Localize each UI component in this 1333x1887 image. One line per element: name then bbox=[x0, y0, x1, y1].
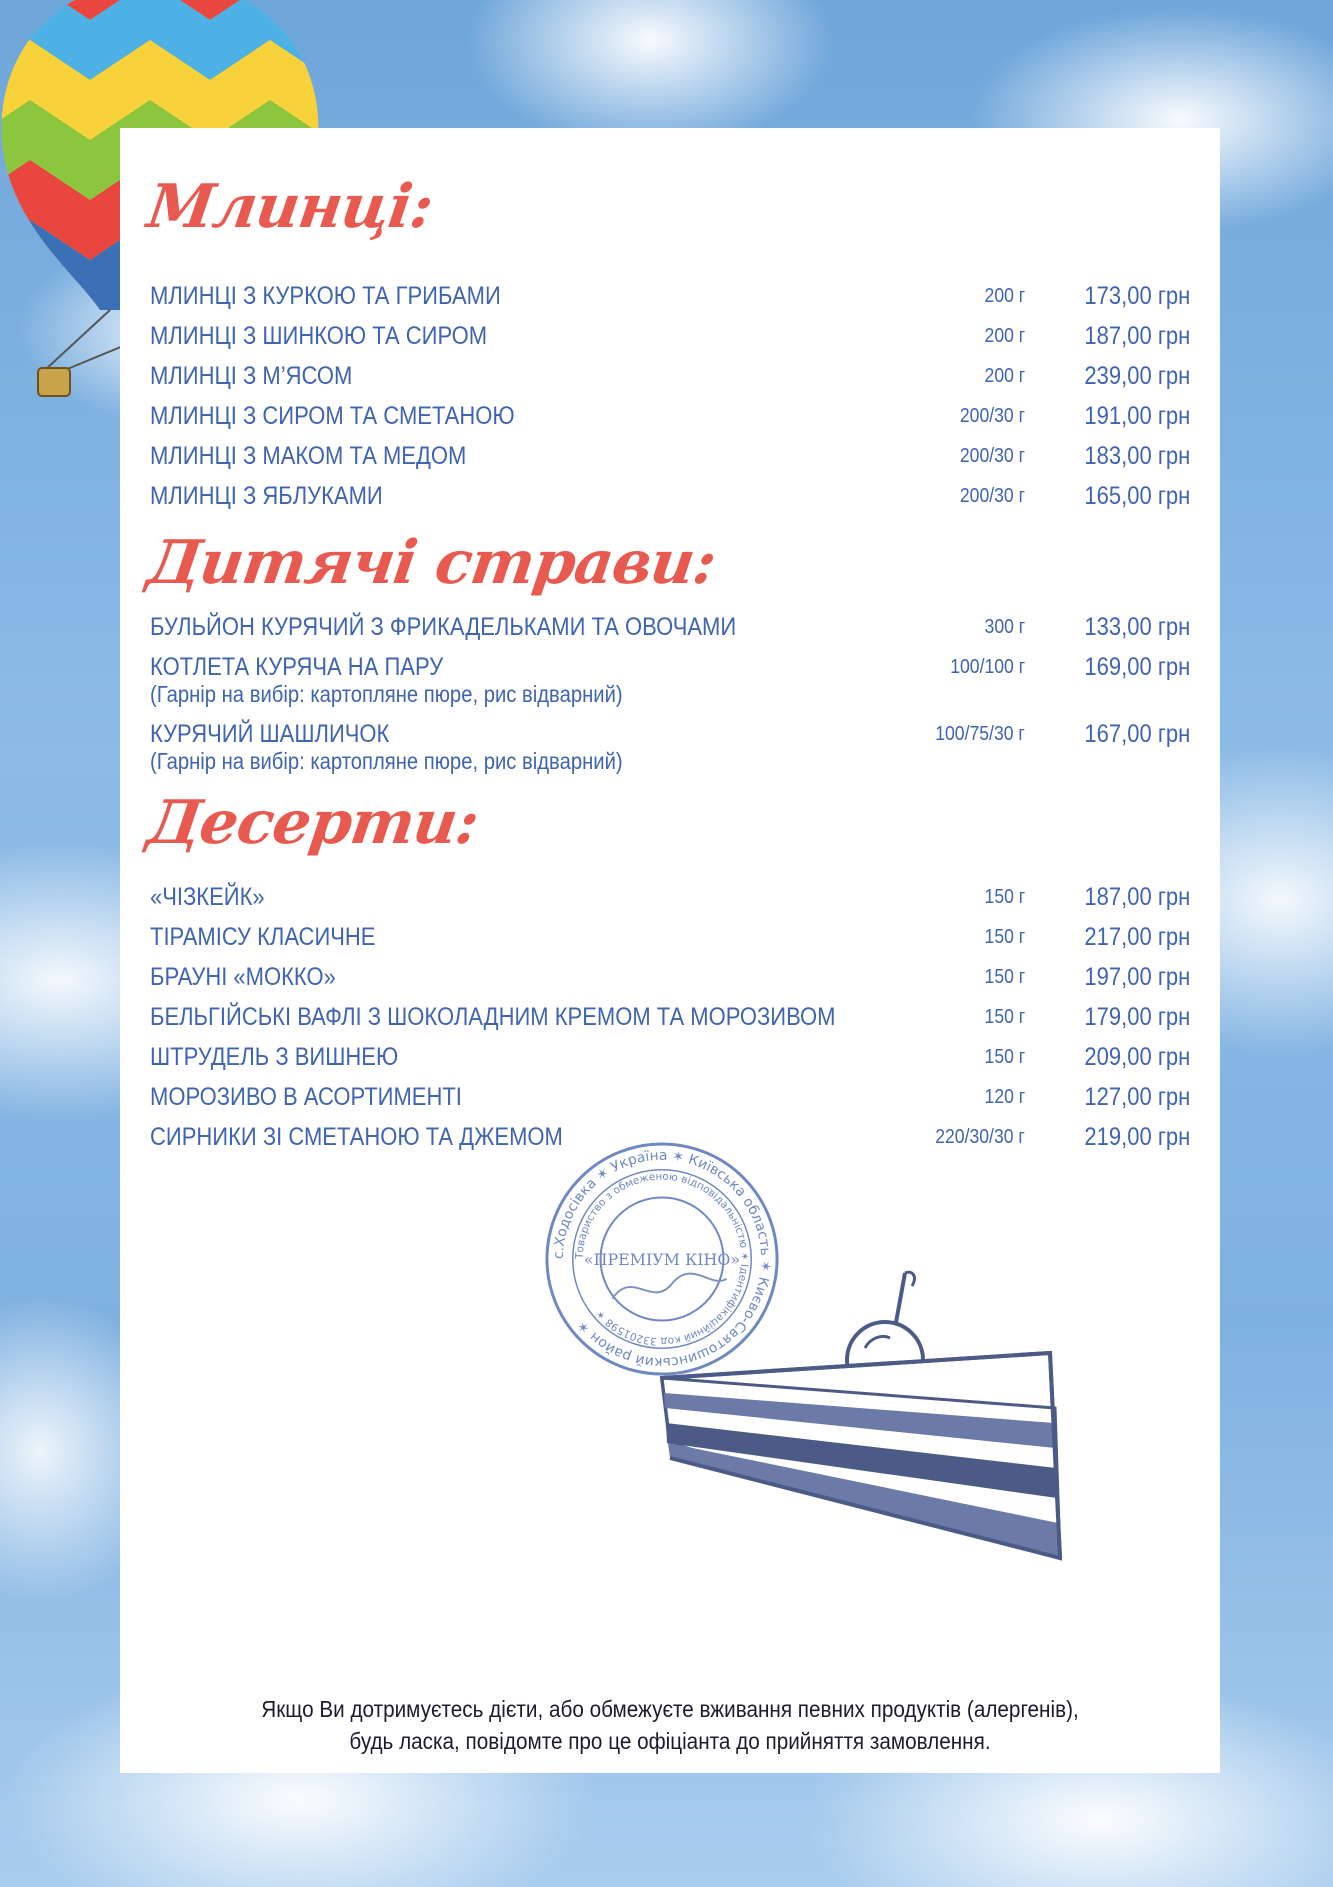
menu-item bbox=[150, 402, 1190, 438]
item-price: 239,00 грн bbox=[1084, 362, 1190, 390]
item-weight: 100/100 г bbox=[950, 656, 1025, 678]
item-weight: 150 г bbox=[984, 1046, 1025, 1068]
item-name: МЛИНЦІ З ШИНКОЮ ТА СИРОМ bbox=[150, 322, 488, 350]
svg-text:Товариство з обмеженою відпові: Товариство з обмеженою відповідальністю ✶ Ідентифікаційний код 33201598 ✶ bbox=[573, 1170, 751, 1348]
item-name: КОТЛЕТА КУРЯЧА НА ПАРУ bbox=[150, 653, 444, 681]
item-weight: 100/75/30 г bbox=[935, 723, 1025, 745]
menu-item bbox=[150, 923, 1190, 959]
menu-item bbox=[150, 653, 1190, 717]
item-price: 169,00 грн bbox=[1084, 653, 1190, 681]
item-weight: 150 г bbox=[984, 926, 1025, 948]
item-name: МЛИНЦІ З ЯБЛУКАМИ bbox=[150, 482, 383, 510]
item-price: 217,00 грн bbox=[1084, 923, 1190, 951]
item-price: 165,00 грн bbox=[1084, 482, 1190, 510]
menu-item bbox=[150, 883, 1190, 919]
allergen-notice-line1: Якщо Ви дотримуєтесь дієти, або обмежуєте вживання певних продуктів (алергенів), bbox=[261, 1696, 1079, 1722]
menu-item bbox=[150, 720, 1190, 784]
item-name: КУРЯЧИЙ ШАШЛИЧОК bbox=[150, 720, 390, 748]
item-name: МОРОЗИВО В АСОРТИМЕНТІ bbox=[150, 1083, 462, 1111]
svg-text:«ПРЕМІУМ КІНО»: «ПРЕМІУМ КІНО» bbox=[583, 1249, 741, 1269]
item-price: 187,00 грн bbox=[1084, 883, 1190, 911]
item-name: МЛИНЦІ З СИРОМ ТА СМЕТАНОЮ bbox=[150, 402, 515, 430]
item-price: 191,00 грн bbox=[1084, 402, 1190, 430]
svg-text:с.Ходосівка ✶ Україна ✶ Київсь: с.Ходосівка ✶ Україна ✶ Київська область ✶ Києво-Святошинський район ✶ bbox=[550, 1147, 774, 1371]
item-name: МЛИНЦІ З КУРКОЮ ТА ГРИБАМИ bbox=[150, 282, 501, 310]
menu-item bbox=[150, 963, 1190, 999]
item-weight: 220/30/30 г bbox=[935, 1126, 1025, 1148]
cake-slice-illustration bbox=[650, 1258, 1070, 1638]
item-price: 173,00 грн bbox=[1084, 282, 1190, 310]
item-name: БРАУНІ «МОККО» bbox=[150, 963, 336, 991]
menu-item bbox=[150, 482, 1190, 518]
section-title-kids: Дитячі страви: bbox=[143, 528, 720, 598]
section-title-desserts: Десерти: bbox=[143, 788, 483, 858]
item-weight: 120 г bbox=[984, 1086, 1025, 1108]
item-price: 197,00 грн bbox=[1084, 963, 1190, 991]
item-price: 133,00 грн bbox=[1084, 613, 1190, 641]
item-weight: 200/30 г bbox=[959, 485, 1025, 507]
menu-item bbox=[150, 1003, 1190, 1039]
item-name: МЛИНЦІ З МАКОМ ТА МЕДОМ bbox=[150, 442, 467, 470]
allergen-notice-line2: будь ласка, повідомте про це офіціанта до прийняття замовлення. bbox=[349, 1728, 991, 1754]
item-name: ТІРАМІСУ КЛАСИЧНЕ bbox=[150, 923, 376, 951]
item-name: СИРНИКИ ЗІ СМЕТАНОЮ ТА ДЖЕМОМ bbox=[150, 1123, 563, 1151]
item-weight: 200 г bbox=[984, 325, 1025, 347]
item-weight: 300 г bbox=[984, 616, 1025, 638]
item-price: 187,00 грн bbox=[1084, 322, 1190, 350]
item-name: БЕЛЬГІЙСЬКІ ВАФЛІ З ШОКОЛАДНИМ КРЕМОМ ТА МОРОЗИВОМ bbox=[150, 1003, 836, 1031]
item-name: ШТРУДЕЛЬ З ВИШНЕЮ bbox=[150, 1043, 399, 1071]
item-weight: 150 г bbox=[984, 1006, 1025, 1028]
item-price: 127,00 грн bbox=[1084, 1083, 1190, 1111]
item-weight: 150 г bbox=[984, 966, 1025, 988]
allergen-notice bbox=[120, 1693, 1220, 1757]
item-note: (Гарнір на вибір: картопляне пюре, рис відварний) bbox=[150, 748, 623, 774]
item-weight: 200 г bbox=[984, 365, 1025, 387]
menu-item bbox=[150, 282, 1190, 318]
menu-item bbox=[150, 322, 1190, 358]
item-price: 179,00 грн bbox=[1084, 1003, 1190, 1031]
menu-item bbox=[150, 613, 1190, 649]
item-price: 183,00 грн bbox=[1084, 442, 1190, 470]
item-name: «ЧІЗКЕЙК» bbox=[150, 883, 265, 911]
item-weight: 150 г bbox=[984, 886, 1025, 908]
item-weight: 200/30 г bbox=[959, 405, 1025, 427]
item-note: (Гарнір на вибір: картопляне пюре, рис відварний) bbox=[150, 681, 623, 707]
item-name: МЛИНЦІ З М’ЯСОМ bbox=[150, 362, 353, 390]
item-price: 167,00 грн bbox=[1084, 720, 1190, 748]
item-name: БУЛЬЙОН КУРЯЧИЙ З ФРИКАДЕЛЬКАМИ ТА ОВОЧАМИ bbox=[150, 613, 737, 641]
item-weight: 200 г bbox=[984, 285, 1025, 307]
menu-item bbox=[150, 1043, 1190, 1079]
item-price: 219,00 грн bbox=[1084, 1123, 1190, 1151]
menu-item bbox=[150, 362, 1190, 398]
menu-item bbox=[150, 1083, 1190, 1119]
section-title-pancakes: Млинці: bbox=[143, 172, 437, 242]
item-weight: 200/30 г bbox=[959, 445, 1025, 467]
menu-item bbox=[150, 442, 1190, 478]
item-price: 209,00 грн bbox=[1084, 1043, 1190, 1071]
menu-page bbox=[120, 128, 1220, 1773]
